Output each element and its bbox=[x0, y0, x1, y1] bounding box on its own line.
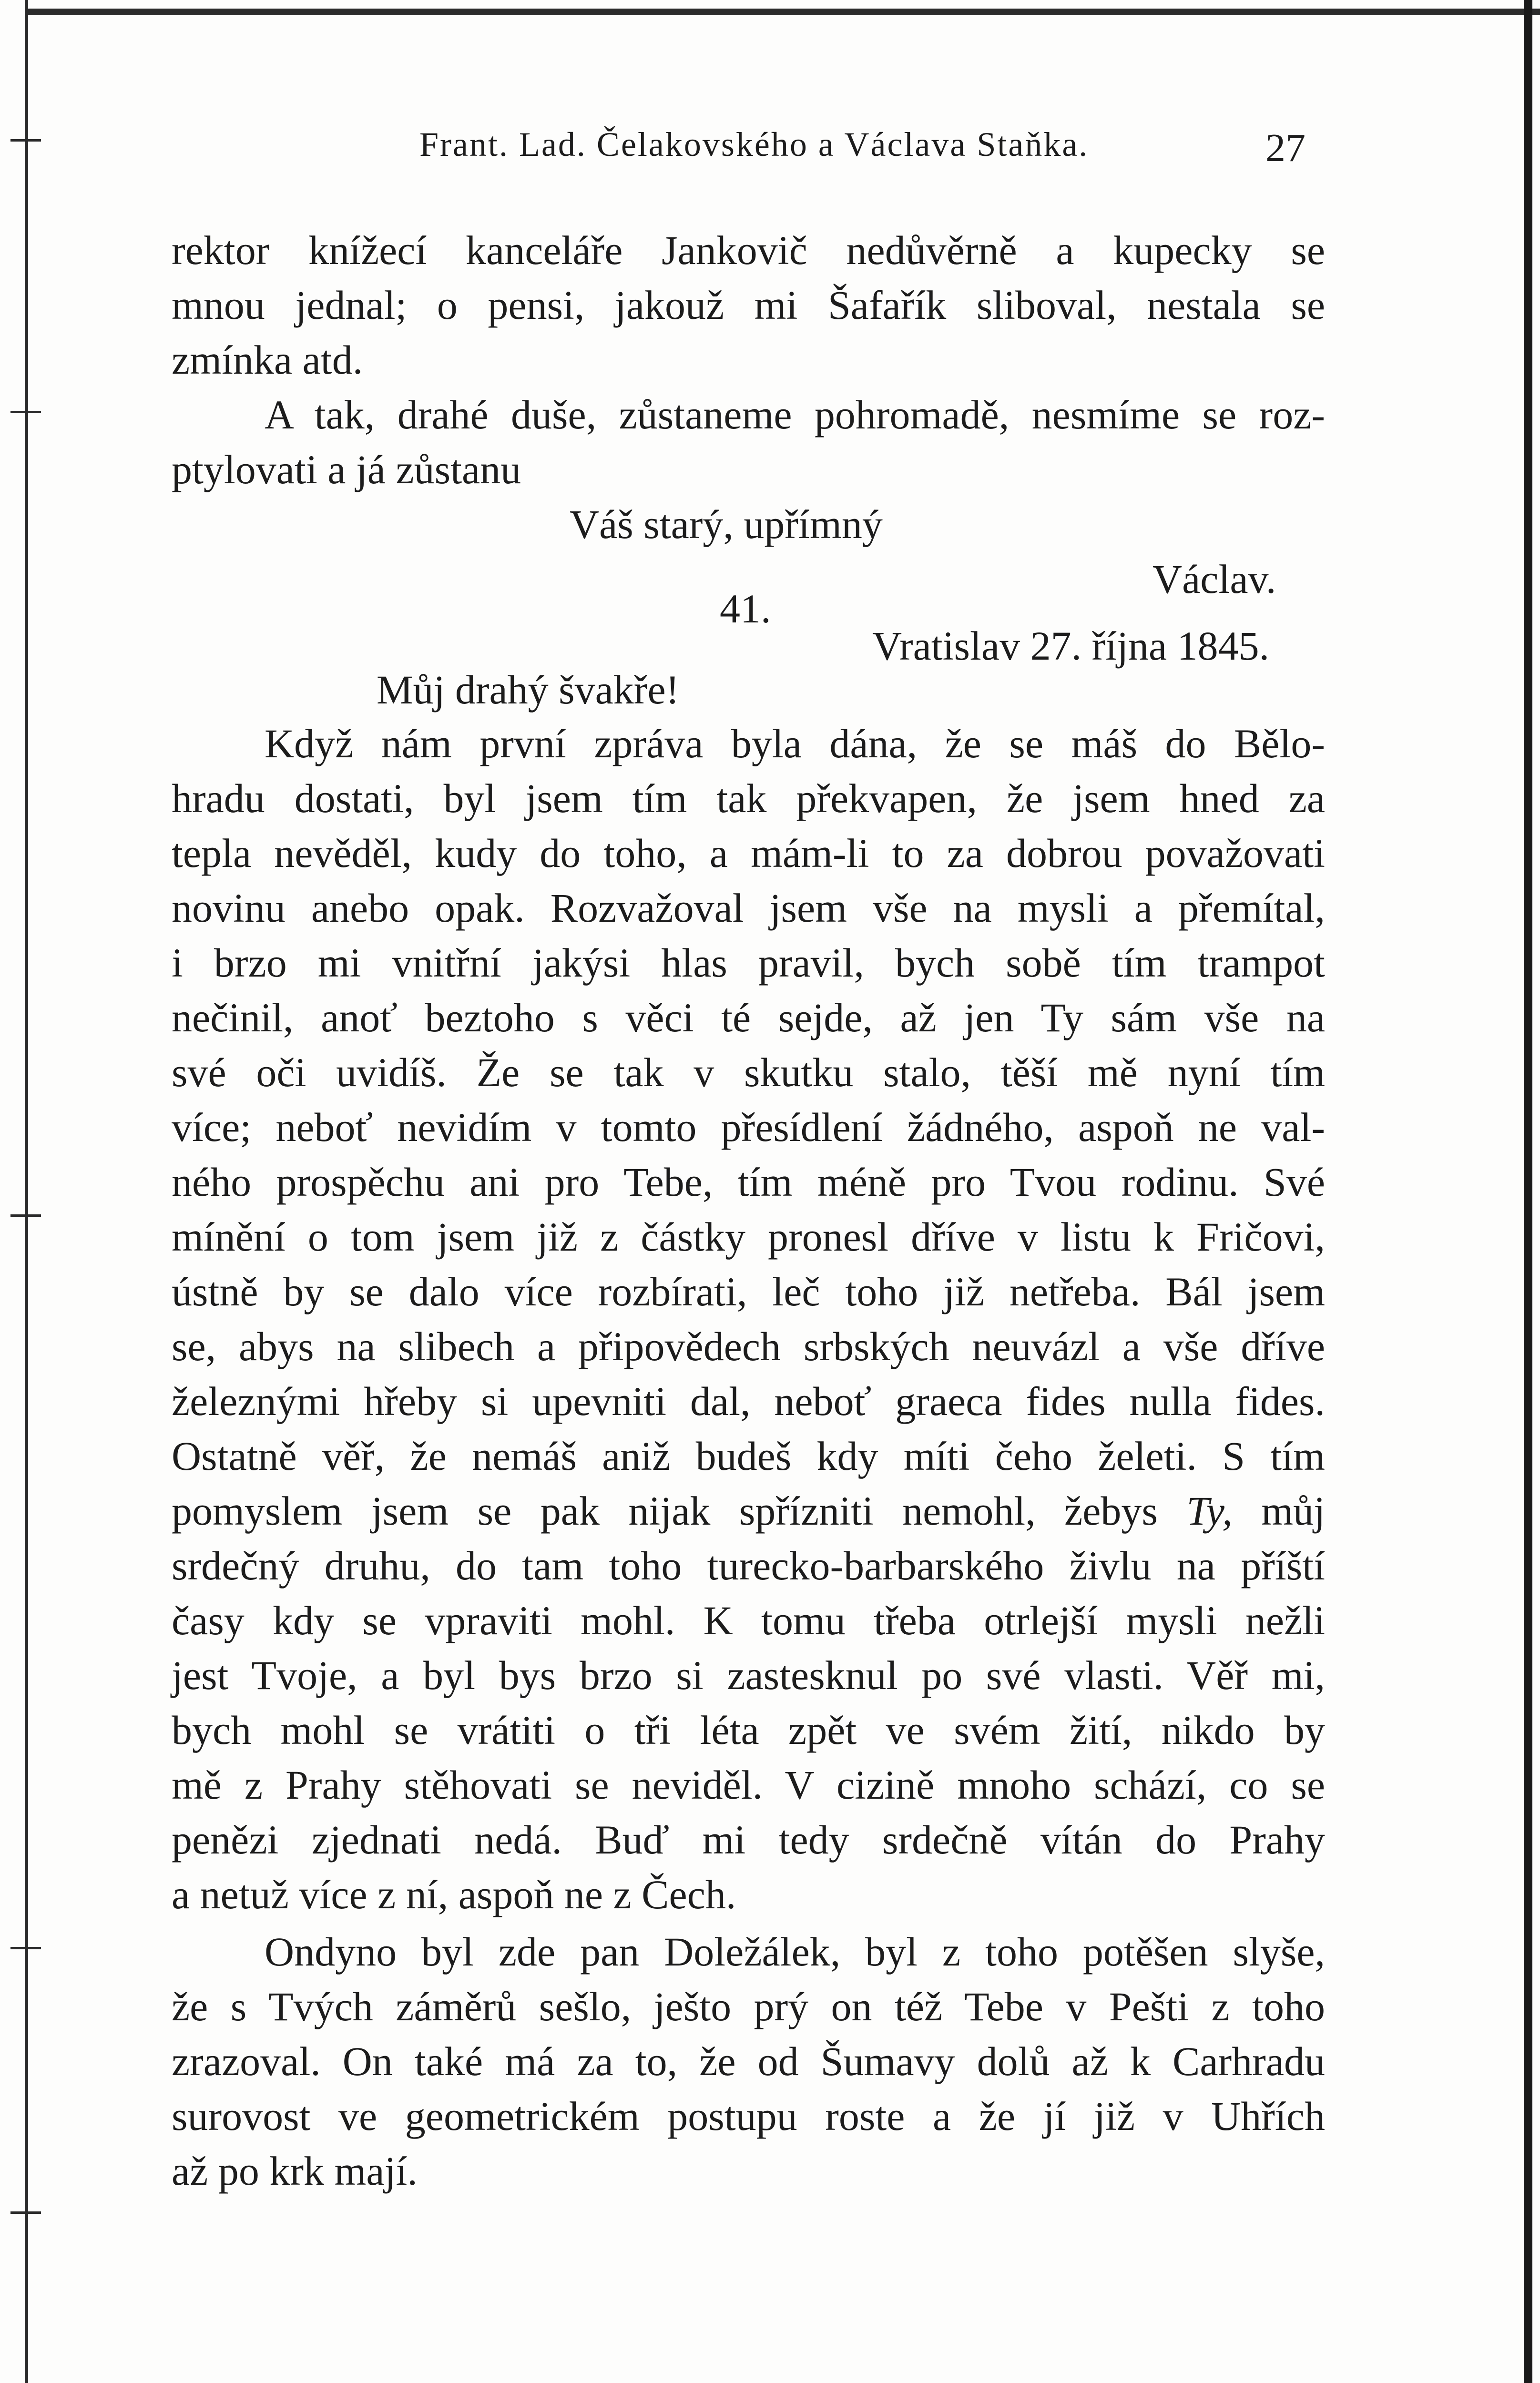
italic-emphasis: Ty, bbox=[1186, 1488, 1233, 1534]
text-line: srdečný druhu, do tam toho turecko-barbarského živlu na příští bbox=[172, 1543, 1325, 1589]
text-line: ptylovati a já zůstanu bbox=[172, 447, 521, 492]
text-line: tepla nevěděl, kudy do toho, a mám-li to za dobrou považovati bbox=[172, 830, 1325, 876]
text-line: železnými hřeby si upevniti dal, neboť graeca fides nulla fides. bbox=[172, 1378, 1325, 1424]
binding-tick-mark bbox=[10, 139, 41, 142]
page-number: 27 bbox=[1265, 126, 1305, 170]
binding-tick-mark bbox=[10, 1947, 41, 1949]
text-line: své oči uvidíš. Že se tak v skutku stalo, těší mě nyní tím bbox=[172, 1049, 1325, 1095]
letter-signature: Václav. bbox=[1152, 556, 1276, 602]
text-line: rektor knížecí kanceláře Jankovič nedůvěrně a kupecky se bbox=[172, 227, 1325, 273]
text-line: Když nám první zpráva byla dána, že se máš do Bělo- bbox=[265, 721, 1325, 766]
text-line: hradu dostati, byl jsem tím tak překvapen, že jsem hned za bbox=[172, 775, 1325, 821]
text-line: ného prospěchu ani pro Tebe, tím méně pro Tvou rodinu. Své bbox=[172, 1159, 1325, 1205]
binding-tick-mark bbox=[10, 1214, 41, 1217]
text-line: až po krk mají. bbox=[172, 2148, 418, 2194]
text-segment: můj bbox=[1232, 1488, 1325, 1534]
text-line: časy kdy se vpraviti mohl. K tomu třeba otrlejší mysli nežli bbox=[172, 1598, 1325, 1643]
text-segment: pomyslem jsem se pak nijak spřízniti nemohl, žebys bbox=[172, 1488, 1187, 1534]
scan-border-left bbox=[25, 0, 28, 2383]
text-line: se, abys na slibech a připovědech srbských neuvázl a vše dříve bbox=[172, 1324, 1325, 1369]
text-line bbox=[172, 1485, 1325, 1537]
text-line: i brzo mi vnitřní jakýsi hlas pravil, bych sobě tím trampot bbox=[172, 940, 1325, 986]
scan-border-right bbox=[1524, 0, 1532, 2383]
running-header: Frant. Lad. Čelakovského a Václava Staňka. bbox=[419, 125, 1089, 163]
text-line: zrazoval. On také má za to, že od Šumavy dolů až k Carhradu bbox=[172, 2038, 1325, 2084]
text-line: více; neboť nevidím v tomto přesídlení žádného, aspoň ne val- bbox=[172, 1104, 1325, 1150]
text-line: A tak, drahé duše, zůstaneme pohromadě, nesmíme se roz- bbox=[265, 392, 1325, 438]
scan-border-top bbox=[25, 9, 1540, 15]
letter-salutation: Můj drahý švakře! bbox=[377, 667, 680, 713]
text-line: jest Tvoje, a byl bys brzo si zastesknul po své vlasti. Věř mi, bbox=[172, 1652, 1325, 1698]
text-line: že s Tvých záměrů sešlo, ješto prý on též Tebe v Pešti z toho bbox=[172, 1984, 1325, 2029]
binding-tick-mark bbox=[10, 2211, 41, 2214]
text-line: surovost ve geometrickém postupu roste a že jí již v Uhřích bbox=[172, 2093, 1325, 2139]
text-line: mínění o tom jsem již z částky pronesl dříve v listu k Fričovi, bbox=[172, 1214, 1325, 1260]
text-line: nečinil, anoť beztoho s věci té sejde, až jen Ty sám vše na bbox=[172, 995, 1325, 1040]
binding-tick-mark bbox=[10, 411, 41, 413]
text-line: novinu anebo opak. Rozvažoval jsem vše na mysli a přemítal, bbox=[172, 885, 1325, 931]
text-line: penězi zjednati nedá. Buď mi tedy srdečně vítán do Prahy bbox=[172, 1817, 1325, 1863]
text-line: zmínka atd. bbox=[172, 337, 363, 383]
text-line: Ondyno byl zde pan Doležálek, byl z toho potěšen slyše, bbox=[265, 1929, 1325, 1975]
text-line: a netuž více z ní, aspoň ne z Čech. bbox=[172, 1872, 736, 1917]
text-line: ústně by se dalo více rozbírati, leč toho již netřeba. Bál jsem bbox=[172, 1269, 1325, 1314]
letter-date: Vratislav 27. října 1845. bbox=[872, 623, 1270, 669]
letter-closing: Váš starý, upřímný bbox=[570, 501, 883, 547]
text-line: mnou jednal; o pensi, jakouž mi Šafařík sliboval, nestala se bbox=[172, 282, 1325, 328]
letter-number: 41. bbox=[720, 586, 771, 631]
text-line: mě z Prahy stěhovati se neviděl. V cizině mnoho schází, co se bbox=[172, 1762, 1325, 1808]
text-line: Ostatně věř, že nemáš aniž budeš kdy míti čeho želeti. S tím bbox=[172, 1433, 1325, 1479]
text-line: bych mohl se vrátiti o tři léta zpět ve svém žití, nikdo by bbox=[172, 1707, 1325, 1753]
